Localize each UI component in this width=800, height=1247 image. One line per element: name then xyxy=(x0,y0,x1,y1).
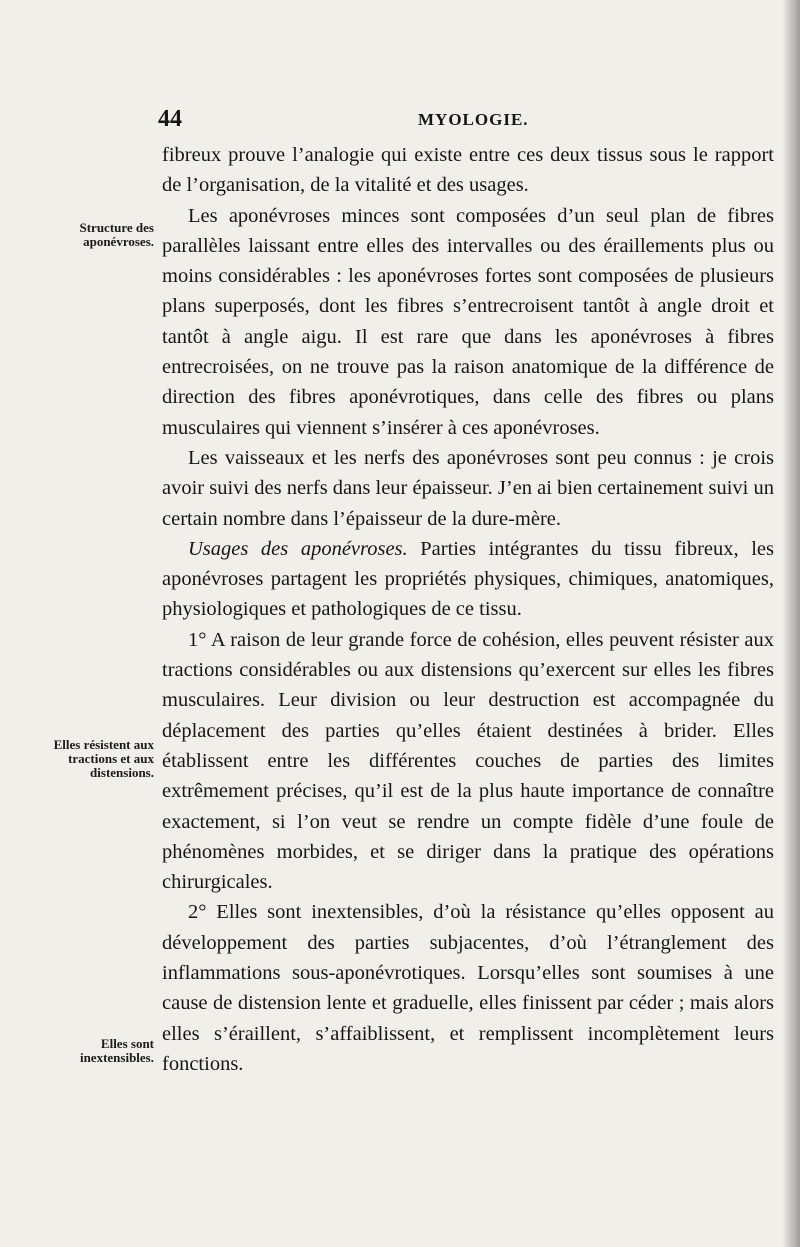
page-number: 44 xyxy=(158,106,182,132)
page-edge-shadow xyxy=(782,0,800,1247)
paragraph: 1° A raison de leur grande force de cohésion, elles peuvent résister aux tractions considérables ou aux distensions qu’exercent sur elles les fibres musculaires. Leur division ou leur destruction est accompagnée du déplacement des parties qu’elles étaient destinées à brider. Elles établissent entre les différentes couches de parties des limites extrêmement précises, qu’il est de la plus haute importance de connaître exactement, si l’on veut se rendre un compte fidèle d’une foule de phénomènes morbides, et se diriger dans la pratique des opérations chirurgicales. xyxy=(162,628,774,894)
paragraph: Les aponévroses minces sont composées d’un seul plan de fibres parallèles laissant entre elles des intervalles ou des éraillements plus ou moins considérables : les aponévroses fortes sont composées de plusieurs plans superposés, dont les fibres s’entrecroisent tantôt à angle droit et tantôt à angle aigu. Il est rare que dans les aponévroses à fibres entrecroisées, on ne trouve pas la raison anatomique de la différence de direction des fibres aponévrotiques, dans celle des fibres ou plans musculaires qui viennent s’insérer à ces aponévroses. xyxy=(162,204,774,439)
page-header xyxy=(158,106,770,140)
paragraph-text: Parties intégrantes du tissu fibreux, les aponévroses partagent les propriétés physiques, chimiques, anatomiques, physiologiques et pathologiques de ce tissu. xyxy=(162,537,774,621)
margin-note-traction: Elles résistent aux tractions et aux distensions. xyxy=(53,737,154,780)
running-head: MYOLOGIE. xyxy=(418,110,529,129)
section-heading: Usages des aponévroses. xyxy=(188,537,408,560)
paragraph: 2° Elles sont inextensibles, d’où la résistance qu’elles opposent au développement des parties subjacentes, d’où l’étranglement des inflammations sous-aponévrotiques. Lorsqu’elles sont soumises à une cause de distension lente et graduelle, elles finissent par céder ; mais alors elles s’éraillent, s’affaiblissent, et remplissent incomplètement leurs fonctions. xyxy=(162,901,774,1075)
margin-note-inextensible: Elles sont inextensibles. xyxy=(79,1036,154,1065)
paragraph: fibreux prouve l’analogie qui existe entre ces deux tissus sous le rapport de l’organisation, de la vitalité et des usages. xyxy=(162,144,774,197)
body-text xyxy=(162,140,774,1079)
paragraph: Les vaisseaux et les nerfs des aponévroses sont peu connus : je crois avoir suivi des nerfs dans leur épaisseur. J’en ai bien certainement suivi un certain nombre dans l’épaisseur de la dure-mère. xyxy=(162,446,774,530)
paragraph-usages xyxy=(162,534,774,625)
margin-note-structure: Structure des aponévroses. xyxy=(79,220,154,249)
